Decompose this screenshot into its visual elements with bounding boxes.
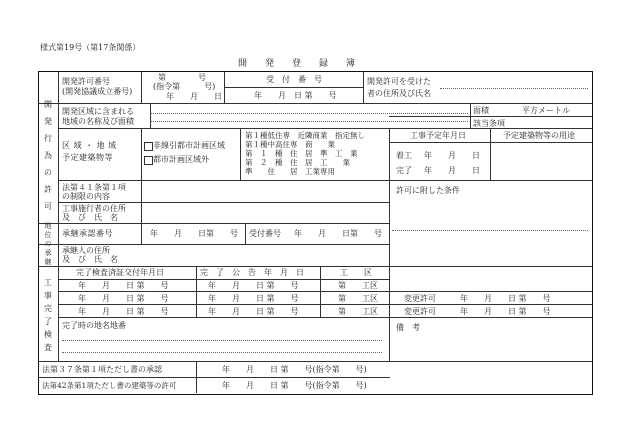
permit-dai: 第 号 (158, 73, 206, 82)
zoning-label-2: 予定建築物等 (62, 153, 113, 162)
permit-date: 年 月 日 (166, 92, 222, 101)
end-label: 完了 (396, 166, 412, 175)
outside-area-checkbox[interactable] (144, 156, 153, 165)
area-size-unit: 平方メートル (522, 106, 570, 115)
area-name-label-2: 地域の名称及び面積 (62, 117, 134, 126)
heir-label-2: 及 び 氏 名 (62, 255, 118, 264)
outside-area-label: 都市計画区域外 (153, 155, 209, 164)
zoning-line-5: 準 住 居 工業専用 (245, 167, 335, 176)
zoning-line-3: 第 １ 種 住 居 準 工 業 (245, 149, 358, 158)
side-label-permit: 開 発 行 為 の 許 可 (44, 100, 52, 211)
completion-place-label: 完了時の地名地番 (62, 321, 126, 330)
zone-row3: 第 工区 (338, 307, 378, 316)
zoning-line-4: 第 ２ 種 住 居 工 業 (245, 158, 350, 167)
start-date: 年 月 日 (424, 151, 480, 160)
notice-row1-date: 年 月 日 第 号 (208, 281, 299, 290)
completion-row1-date: 年 月 日 第 号 (78, 281, 169, 290)
reception-date: 年 月 日 第 号 (254, 91, 337, 100)
area-name-label-1: 開発区域に含まれる (62, 107, 134, 116)
schedule-header: 工事予定年月日 (410, 131, 466, 140)
notice-row2-date: 年 月 日 第 号 (208, 294, 299, 303)
agreement-number-label: (開発協議成立番号) (62, 87, 133, 96)
art37-label: 法第３７条第１項ただし書の承認 (42, 365, 162, 374)
art42-value: 年 月 日 第 号(指令第 号) (222, 381, 367, 390)
heir-label-1: 承継人の住所 (62, 246, 110, 255)
succession-approval-label: 承継承認番号 (62, 229, 113, 238)
form-title: 開 発 登 録 簿 (238, 59, 356, 69)
start-label: 着工 (396, 151, 412, 160)
permit-number-label: 開発許可番号 (62, 77, 110, 86)
contractor-label-2: 及 び 氏 名 (62, 213, 118, 222)
succession-reception-label: 受付番号 (249, 229, 281, 238)
permit-shirei: (指令第 号) (153, 82, 216, 91)
form-number: 様式第19号（第17条関係） (40, 43, 141, 52)
unzoned-area-label: 非線引都市計画区域 (153, 141, 225, 150)
zone-row1: 第 工区 (338, 281, 378, 290)
unzoned-area-checkbox[interactable] (144, 142, 153, 151)
art41-label-1: 法第４１条第１項 (62, 183, 126, 192)
applicable-clause: 該当条項 (473, 119, 505, 128)
zone-row2: 第 工区 (338, 294, 378, 303)
contractor-label-1: 工事施行者の住所 (62, 204, 126, 213)
succession-approval-date: 年 月 日第 号 (150, 229, 238, 238)
art37-value: 年 月 日 第 号(指令第 号) (222, 365, 367, 374)
completion-cert-header: 完了検査済証交付年月日 (76, 268, 164, 277)
change-permit-date-2: 年 月 日 第 号 (460, 307, 551, 316)
work-zone-header: 工 区 (340, 268, 372, 277)
end-date: 年 月 日 (424, 166, 480, 175)
area-size-label: 面積 (473, 106, 489, 115)
remarks-label: 備 考 (396, 323, 420, 332)
notice-row3-date: 年 月 日 第 号 (208, 307, 299, 316)
succession-reception-date: 年 月 日第 号 (294, 229, 382, 238)
change-permit-label-2: 変更許可 (404, 307, 436, 316)
conditions-label: 許可に附した条件 (396, 186, 460, 195)
completion-row2-date: 年 月 日 第 号 (78, 294, 169, 303)
zoning-line-2: 第１種中高住専 商 業 (245, 140, 335, 149)
zoning-line-1: 第１種低住専 近隣商業 指定無し (245, 131, 365, 140)
completion-row3-date: 年 月 日 第 号 (78, 307, 169, 316)
building-use-header: 予定建築物等の用途 (503, 131, 575, 140)
side-label-completion: 工 事 完 了 検 査 (44, 278, 52, 352)
side-label-succession: 地 位 の 承 継 (44, 222, 52, 266)
completion-notice-header: 完 了 公 告 年 月 日 (200, 268, 304, 277)
zoning-label-1: 区 域 ・ 地 域 (62, 141, 117, 150)
change-permit-label-1: 変更許可 (404, 294, 436, 303)
art42-label: 法第42条第1項ただし書の建築等の許可 (42, 381, 177, 390)
reception-number-label: 受 付 番 号 (266, 75, 322, 84)
art41-label-2: の制限の内容 (62, 192, 110, 201)
change-permit-date-1: 年 月 日 第 号 (460, 294, 551, 303)
recipient-label-2: 者の住所及び氏名 (367, 89, 431, 98)
recipient-label-1: 開発許可を受けた (367, 77, 431, 86)
